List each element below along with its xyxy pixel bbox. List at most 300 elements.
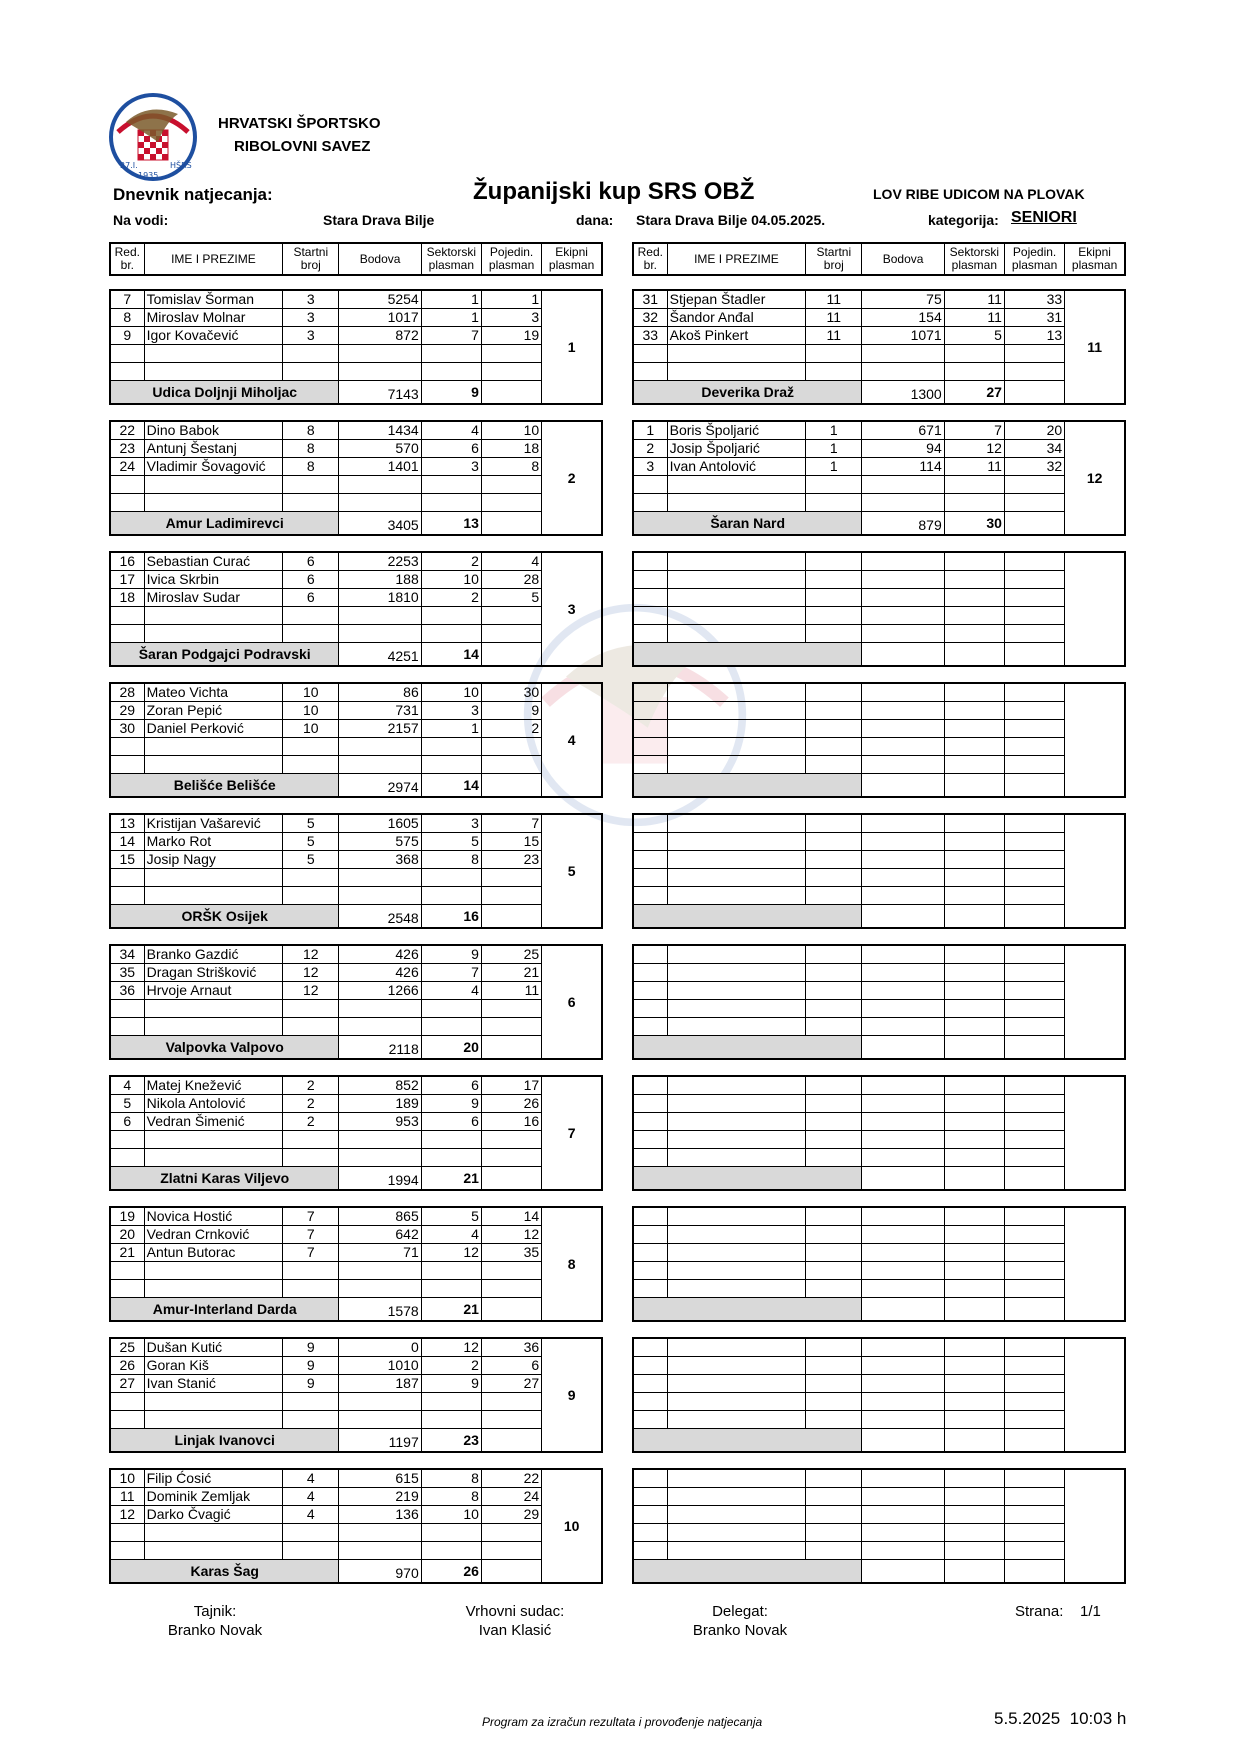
team-sector-sum: 13 — [421, 512, 481, 536]
sector-placement — [944, 982, 1004, 1000]
rank-number — [633, 869, 667, 887]
start-number — [806, 1469, 862, 1488]
team-summary-row — [633, 774, 1125, 798]
points: 114 — [862, 458, 944, 476]
svg-text:27.I.: 27.I. — [120, 161, 138, 170]
column-header-right — [632, 242, 1126, 276]
sector-placement — [421, 1131, 481, 1149]
competitor-name — [144, 1018, 283, 1036]
table-row — [110, 1244, 602, 1262]
points — [862, 476, 944, 494]
sector-placement — [421, 1000, 481, 1018]
team-block — [109, 551, 603, 667]
start-number — [806, 1357, 862, 1375]
rank-number — [633, 1280, 667, 1298]
competitor-name — [667, 1244, 806, 1262]
table-row — [633, 1244, 1125, 1262]
table-row — [633, 309, 1125, 327]
sector-placement — [421, 756, 481, 774]
individual-placement — [1004, 1000, 1064, 1018]
competitor-name — [144, 1000, 283, 1018]
table-row — [110, 1280, 602, 1298]
individual-placement — [481, 738, 541, 756]
team-name — [633, 1036, 862, 1060]
individual-placement — [481, 607, 541, 625]
points: 94 — [862, 440, 944, 458]
start-number: 10 — [283, 720, 339, 738]
team-summary-row — [633, 512, 1125, 536]
judge-name: Ivan Klasić — [478, 1622, 552, 1639]
competitor-name — [144, 1524, 283, 1542]
sector-placement — [944, 625, 1004, 643]
start-number — [806, 1149, 862, 1167]
individual-placement: 1 — [481, 290, 541, 309]
start-number — [806, 702, 862, 720]
rank-number: 24 — [110, 458, 144, 476]
individual-placement — [1004, 1131, 1064, 1149]
individual-placement — [1004, 1488, 1064, 1506]
sector-placement — [421, 1524, 481, 1542]
sector-placement — [421, 1280, 481, 1298]
start-number: 4 — [283, 1469, 339, 1488]
competitor-name — [667, 1076, 806, 1095]
empty-cell — [481, 643, 541, 667]
table-row — [110, 738, 602, 756]
col-points: Bodova — [862, 243, 944, 275]
individual-placement: 15 — [481, 833, 541, 851]
points — [862, 494, 944, 512]
competitor-name: Darko Čvagić — [144, 1506, 283, 1524]
points: 1434 — [339, 421, 421, 440]
points: 2253 — [339, 552, 421, 571]
competitor-name — [667, 1506, 806, 1524]
rank-number: 14 — [110, 833, 144, 851]
team-sector-sum — [944, 905, 1004, 929]
rank-number: 2 — [633, 440, 667, 458]
team-sector-sum: 21 — [421, 1298, 481, 1322]
rank-number: 34 — [110, 945, 144, 964]
points — [862, 1488, 944, 1506]
table-row — [633, 683, 1125, 702]
team-points: 1578 — [339, 1298, 421, 1322]
points — [862, 1095, 944, 1113]
individual-placement — [1004, 1542, 1064, 1560]
table-row — [110, 421, 602, 440]
team-rank: 11 — [1065, 290, 1125, 404]
points — [862, 720, 944, 738]
rank-number: 13 — [110, 814, 144, 833]
team-rank: 8 — [542, 1207, 602, 1321]
points: 219 — [339, 1488, 421, 1506]
table-row — [110, 1076, 602, 1095]
rank-number — [633, 1506, 667, 1524]
individual-placement — [1004, 683, 1064, 702]
rank-number: 1 — [633, 421, 667, 440]
sector-placement: 2 — [421, 1357, 481, 1375]
team-points: 1300 — [862, 381, 944, 405]
rank-number — [110, 1542, 144, 1560]
sector-placement: 5 — [421, 1207, 481, 1226]
team-sector-sum: 30 — [944, 512, 1004, 536]
sector-placement: 7 — [421, 327, 481, 345]
start-number — [283, 738, 339, 756]
program-note: Program za izračun rezultata i provođenje natjecanja — [482, 1715, 763, 1729]
start-number — [806, 1542, 862, 1560]
points: 426 — [339, 945, 421, 964]
points — [862, 1469, 944, 1488]
start-number — [283, 1393, 339, 1411]
competitor-name — [144, 1131, 283, 1149]
sector-placement: 9 — [421, 1375, 481, 1393]
individual-placement: 23 — [481, 851, 541, 869]
team-points — [862, 1167, 944, 1191]
individual-placement: 3 — [481, 309, 541, 327]
rank-number: 22 — [110, 421, 144, 440]
individual-placement — [1004, 363, 1064, 381]
sector-placement — [944, 1149, 1004, 1167]
competitor-name: Goran Kiš — [144, 1357, 283, 1375]
points: 1266 — [339, 982, 421, 1000]
rank-number — [633, 1113, 667, 1131]
team-block — [632, 682, 1126, 798]
competitor-name — [667, 345, 806, 363]
rank-number — [633, 1262, 667, 1280]
competitor-name: Marko Rot — [144, 833, 283, 851]
discipline: LOV RIBE UDICOM NA PLOVAK — [873, 186, 1085, 202]
individual-placement — [481, 1000, 541, 1018]
sector-placement — [421, 607, 481, 625]
individual-placement — [1004, 851, 1064, 869]
start-number — [283, 1000, 339, 1018]
team-sector-sum: 16 — [421, 905, 481, 929]
start-number: 11 — [806, 327, 862, 345]
competitor-name: Matej Knežević — [144, 1076, 283, 1095]
sector-placement: 9 — [421, 1095, 481, 1113]
rank-number: 16 — [110, 552, 144, 571]
team-name: Zlatni Karas Viljevo — [110, 1167, 339, 1191]
competitor-name: Novica Hostić — [144, 1207, 283, 1226]
competitor-name: Vedran Šimenić — [144, 1113, 283, 1131]
table-row — [633, 458, 1125, 476]
sector-placement — [944, 964, 1004, 982]
rank-number: 27 — [110, 1375, 144, 1393]
table-row — [633, 1095, 1125, 1113]
points — [862, 869, 944, 887]
table-row — [110, 1357, 602, 1375]
points — [862, 756, 944, 774]
points — [862, 1393, 944, 1411]
sector-placement — [944, 1542, 1004, 1560]
team-summary-row — [110, 1298, 602, 1322]
team-summary-row — [633, 1298, 1125, 1322]
empty-cell — [481, 512, 541, 536]
sector-placement — [421, 738, 481, 756]
competitor-name: Boris Špoljarić — [667, 421, 806, 440]
individual-placement — [1004, 814, 1064, 833]
competitor-name — [667, 1262, 806, 1280]
sector-placement — [944, 589, 1004, 607]
table-row — [110, 1018, 602, 1036]
sector-placement: 8 — [421, 1488, 481, 1506]
points: 1605 — [339, 814, 421, 833]
team-summary-row — [110, 1167, 602, 1191]
team-sector-sum: 9 — [421, 381, 481, 405]
start-number — [806, 1411, 862, 1429]
sector-placement: 2 — [421, 589, 481, 607]
col-name: IME I PREZIME — [144, 243, 283, 275]
start-number: 7 — [283, 1244, 339, 1262]
competitor-name — [667, 1149, 806, 1167]
table-row — [110, 625, 602, 643]
table-row — [633, 1357, 1125, 1375]
individual-placement — [1004, 720, 1064, 738]
points: 731 — [339, 702, 421, 720]
competitor-name — [667, 964, 806, 982]
start-number: 2 — [283, 1113, 339, 1131]
points — [862, 1149, 944, 1167]
sector-placement — [421, 494, 481, 512]
rank-number: 36 — [110, 982, 144, 1000]
table-row — [110, 1393, 602, 1411]
points: 86 — [339, 683, 421, 702]
individual-placement — [1004, 1018, 1064, 1036]
points: 1071 — [862, 327, 944, 345]
table-row — [633, 1393, 1125, 1411]
points: 154 — [862, 309, 944, 327]
team-points: 4251 — [339, 643, 421, 667]
team-sector-sum — [944, 643, 1004, 667]
points — [862, 1131, 944, 1149]
start-number: 3 — [283, 290, 339, 309]
points — [862, 1018, 944, 1036]
team-name: Udica Doljnji Miholjac — [110, 381, 339, 405]
table-row — [633, 1018, 1125, 1036]
start-number — [806, 1524, 862, 1542]
sector-placement — [944, 1018, 1004, 1036]
points — [339, 1018, 421, 1036]
points — [862, 1000, 944, 1018]
team-block — [109, 1075, 603, 1191]
team-summary-row — [633, 643, 1125, 667]
table-row — [633, 720, 1125, 738]
col-individual: Pojedin. plasman — [481, 243, 541, 275]
points: 75 — [862, 290, 944, 309]
empty-cell — [481, 1560, 541, 1584]
team-sector-sum — [944, 1036, 1004, 1060]
points — [339, 1280, 421, 1298]
individual-placement — [481, 1280, 541, 1298]
individual-placement — [1004, 1357, 1064, 1375]
competitor-name — [667, 1226, 806, 1244]
team-sector-sum — [944, 1560, 1004, 1584]
rank-number — [633, 607, 667, 625]
rank-number: 35 — [110, 964, 144, 982]
competitor-name: Ivan Stanić — [144, 1375, 283, 1393]
start-number — [806, 552, 862, 571]
sector-placement — [421, 1411, 481, 1429]
sector-placement: 3 — [421, 458, 481, 476]
competitor-name — [667, 1018, 806, 1036]
sector-placement — [944, 851, 1004, 869]
rank-number — [633, 1375, 667, 1393]
rank-number — [110, 756, 144, 774]
table-row — [633, 1524, 1125, 1542]
team-name: Deverika Draž — [633, 381, 862, 405]
sector-placement — [944, 738, 1004, 756]
individual-placement: 17 — [481, 1076, 541, 1095]
team-points — [862, 1429, 944, 1453]
col-sector: Sektorski plasman — [421, 243, 481, 275]
points — [339, 1524, 421, 1542]
points — [339, 363, 421, 381]
page-value: 1/1 — [1080, 1603, 1101, 1620]
points — [862, 1226, 944, 1244]
start-number: 6 — [283, 589, 339, 607]
team-block — [632, 944, 1126, 1060]
sector-placement — [944, 814, 1004, 833]
sector-placement: 3 — [421, 814, 481, 833]
table-row — [633, 1149, 1125, 1167]
sector-placement — [944, 1280, 1004, 1298]
table-row — [110, 1262, 602, 1280]
start-number: 6 — [283, 552, 339, 571]
individual-placement: 9 — [481, 702, 541, 720]
rank-number — [633, 833, 667, 851]
sector-placement — [944, 1488, 1004, 1506]
judge-label: Vrhovni sudac: — [465, 1603, 565, 1620]
team-points — [862, 774, 944, 798]
empty-cell — [1004, 381, 1064, 405]
table-row — [633, 1411, 1125, 1429]
competitor-name: Kristijan Vašarević — [144, 814, 283, 833]
rank-number — [633, 756, 667, 774]
table-row — [110, 1375, 602, 1393]
team-summary-row — [633, 1167, 1125, 1191]
individual-placement — [481, 1393, 541, 1411]
individual-placement: 18 — [481, 440, 541, 458]
team-name: Valpovka Valpovo — [110, 1036, 339, 1060]
points: 368 — [339, 851, 421, 869]
water-value: Stara Drava Bilje — [323, 212, 435, 228]
points — [339, 869, 421, 887]
team-points — [862, 1036, 944, 1060]
start-number — [283, 1411, 339, 1429]
rank-number: 9 — [110, 327, 144, 345]
start-number: 6 — [283, 571, 339, 589]
individual-placement — [1004, 945, 1064, 964]
sector-placement — [421, 363, 481, 381]
points: 2157 — [339, 720, 421, 738]
start-number: 12 — [283, 964, 339, 982]
sector-placement — [944, 1469, 1004, 1488]
sector-placement: 8 — [421, 851, 481, 869]
team-name — [633, 1167, 862, 1191]
table-row — [110, 1113, 602, 1131]
rank-number: 8 — [110, 309, 144, 327]
table-row — [110, 1542, 602, 1560]
rank-number: 21 — [110, 1244, 144, 1262]
column-header-left — [109, 242, 603, 276]
start-number — [806, 833, 862, 851]
points: 1810 — [339, 589, 421, 607]
competitor-name: Hrvoje Arnaut — [144, 982, 283, 1000]
individual-placement — [481, 1542, 541, 1560]
team-block — [109, 1206, 603, 1322]
rank-number — [110, 1131, 144, 1149]
table-row — [633, 421, 1125, 440]
rank-number: 31 — [633, 290, 667, 309]
empty-cell — [1004, 905, 1064, 929]
competitor-name — [144, 1280, 283, 1298]
team-points: 879 — [862, 512, 944, 536]
secretary-name: Branko Novak — [167, 1622, 263, 1639]
team-name: Amur-Interland Darda — [110, 1298, 339, 1322]
individual-placement: 19 — [481, 327, 541, 345]
competition-title: Županijski kup SRS OBŽ — [473, 178, 755, 205]
start-number — [806, 494, 862, 512]
sector-placement: 11 — [944, 458, 1004, 476]
sector-placement: 10 — [421, 1506, 481, 1524]
team-block — [632, 1075, 1126, 1191]
table-row — [110, 964, 602, 982]
team-summary-row — [110, 1560, 602, 1584]
start-number: 9 — [283, 1357, 339, 1375]
competitor-name: Akoš Pinkert — [667, 327, 806, 345]
sector-placement — [944, 833, 1004, 851]
points — [339, 476, 421, 494]
table-row — [633, 1280, 1125, 1298]
points: 187 — [339, 1375, 421, 1393]
table-row — [633, 440, 1125, 458]
table-row — [110, 1506, 602, 1524]
points — [862, 1244, 944, 1262]
rank-number — [110, 363, 144, 381]
competitor-name: Vedran Crnković — [144, 1226, 283, 1244]
individual-placement — [481, 1524, 541, 1542]
individual-placement — [481, 887, 541, 905]
col-name: IME I PREZIME — [667, 243, 806, 275]
competitor-name: Dominik Zemljak — [144, 1488, 283, 1506]
points — [339, 756, 421, 774]
competitor-name — [144, 738, 283, 756]
start-number — [283, 869, 339, 887]
team-name: Linjak Ivanovci — [110, 1429, 339, 1453]
competitor-name: Sebastian Curać — [144, 552, 283, 571]
table-row — [633, 1000, 1125, 1018]
table-row — [110, 571, 602, 589]
table-row — [110, 1000, 602, 1018]
empty-cell — [1004, 1036, 1064, 1060]
table-row — [110, 814, 602, 833]
col-start: Startni broj — [283, 243, 339, 275]
start-number: 12 — [283, 982, 339, 1000]
sector-placement: 1 — [421, 290, 481, 309]
rank-number: 26 — [110, 1357, 144, 1375]
individual-placement — [1004, 1244, 1064, 1262]
individual-placement — [1004, 607, 1064, 625]
rank-number: 17 — [110, 571, 144, 589]
team-rank: 7 — [542, 1076, 602, 1190]
start-number — [806, 1375, 862, 1393]
individual-placement: 7 — [481, 814, 541, 833]
team-rank — [1065, 1469, 1125, 1583]
start-number: 1 — [806, 440, 862, 458]
table-row — [633, 1262, 1125, 1280]
individual-placement: 6 — [481, 1357, 541, 1375]
rank-number — [633, 1076, 667, 1095]
col-red-br: Red. br. — [110, 243, 144, 275]
rank-number — [110, 1524, 144, 1542]
